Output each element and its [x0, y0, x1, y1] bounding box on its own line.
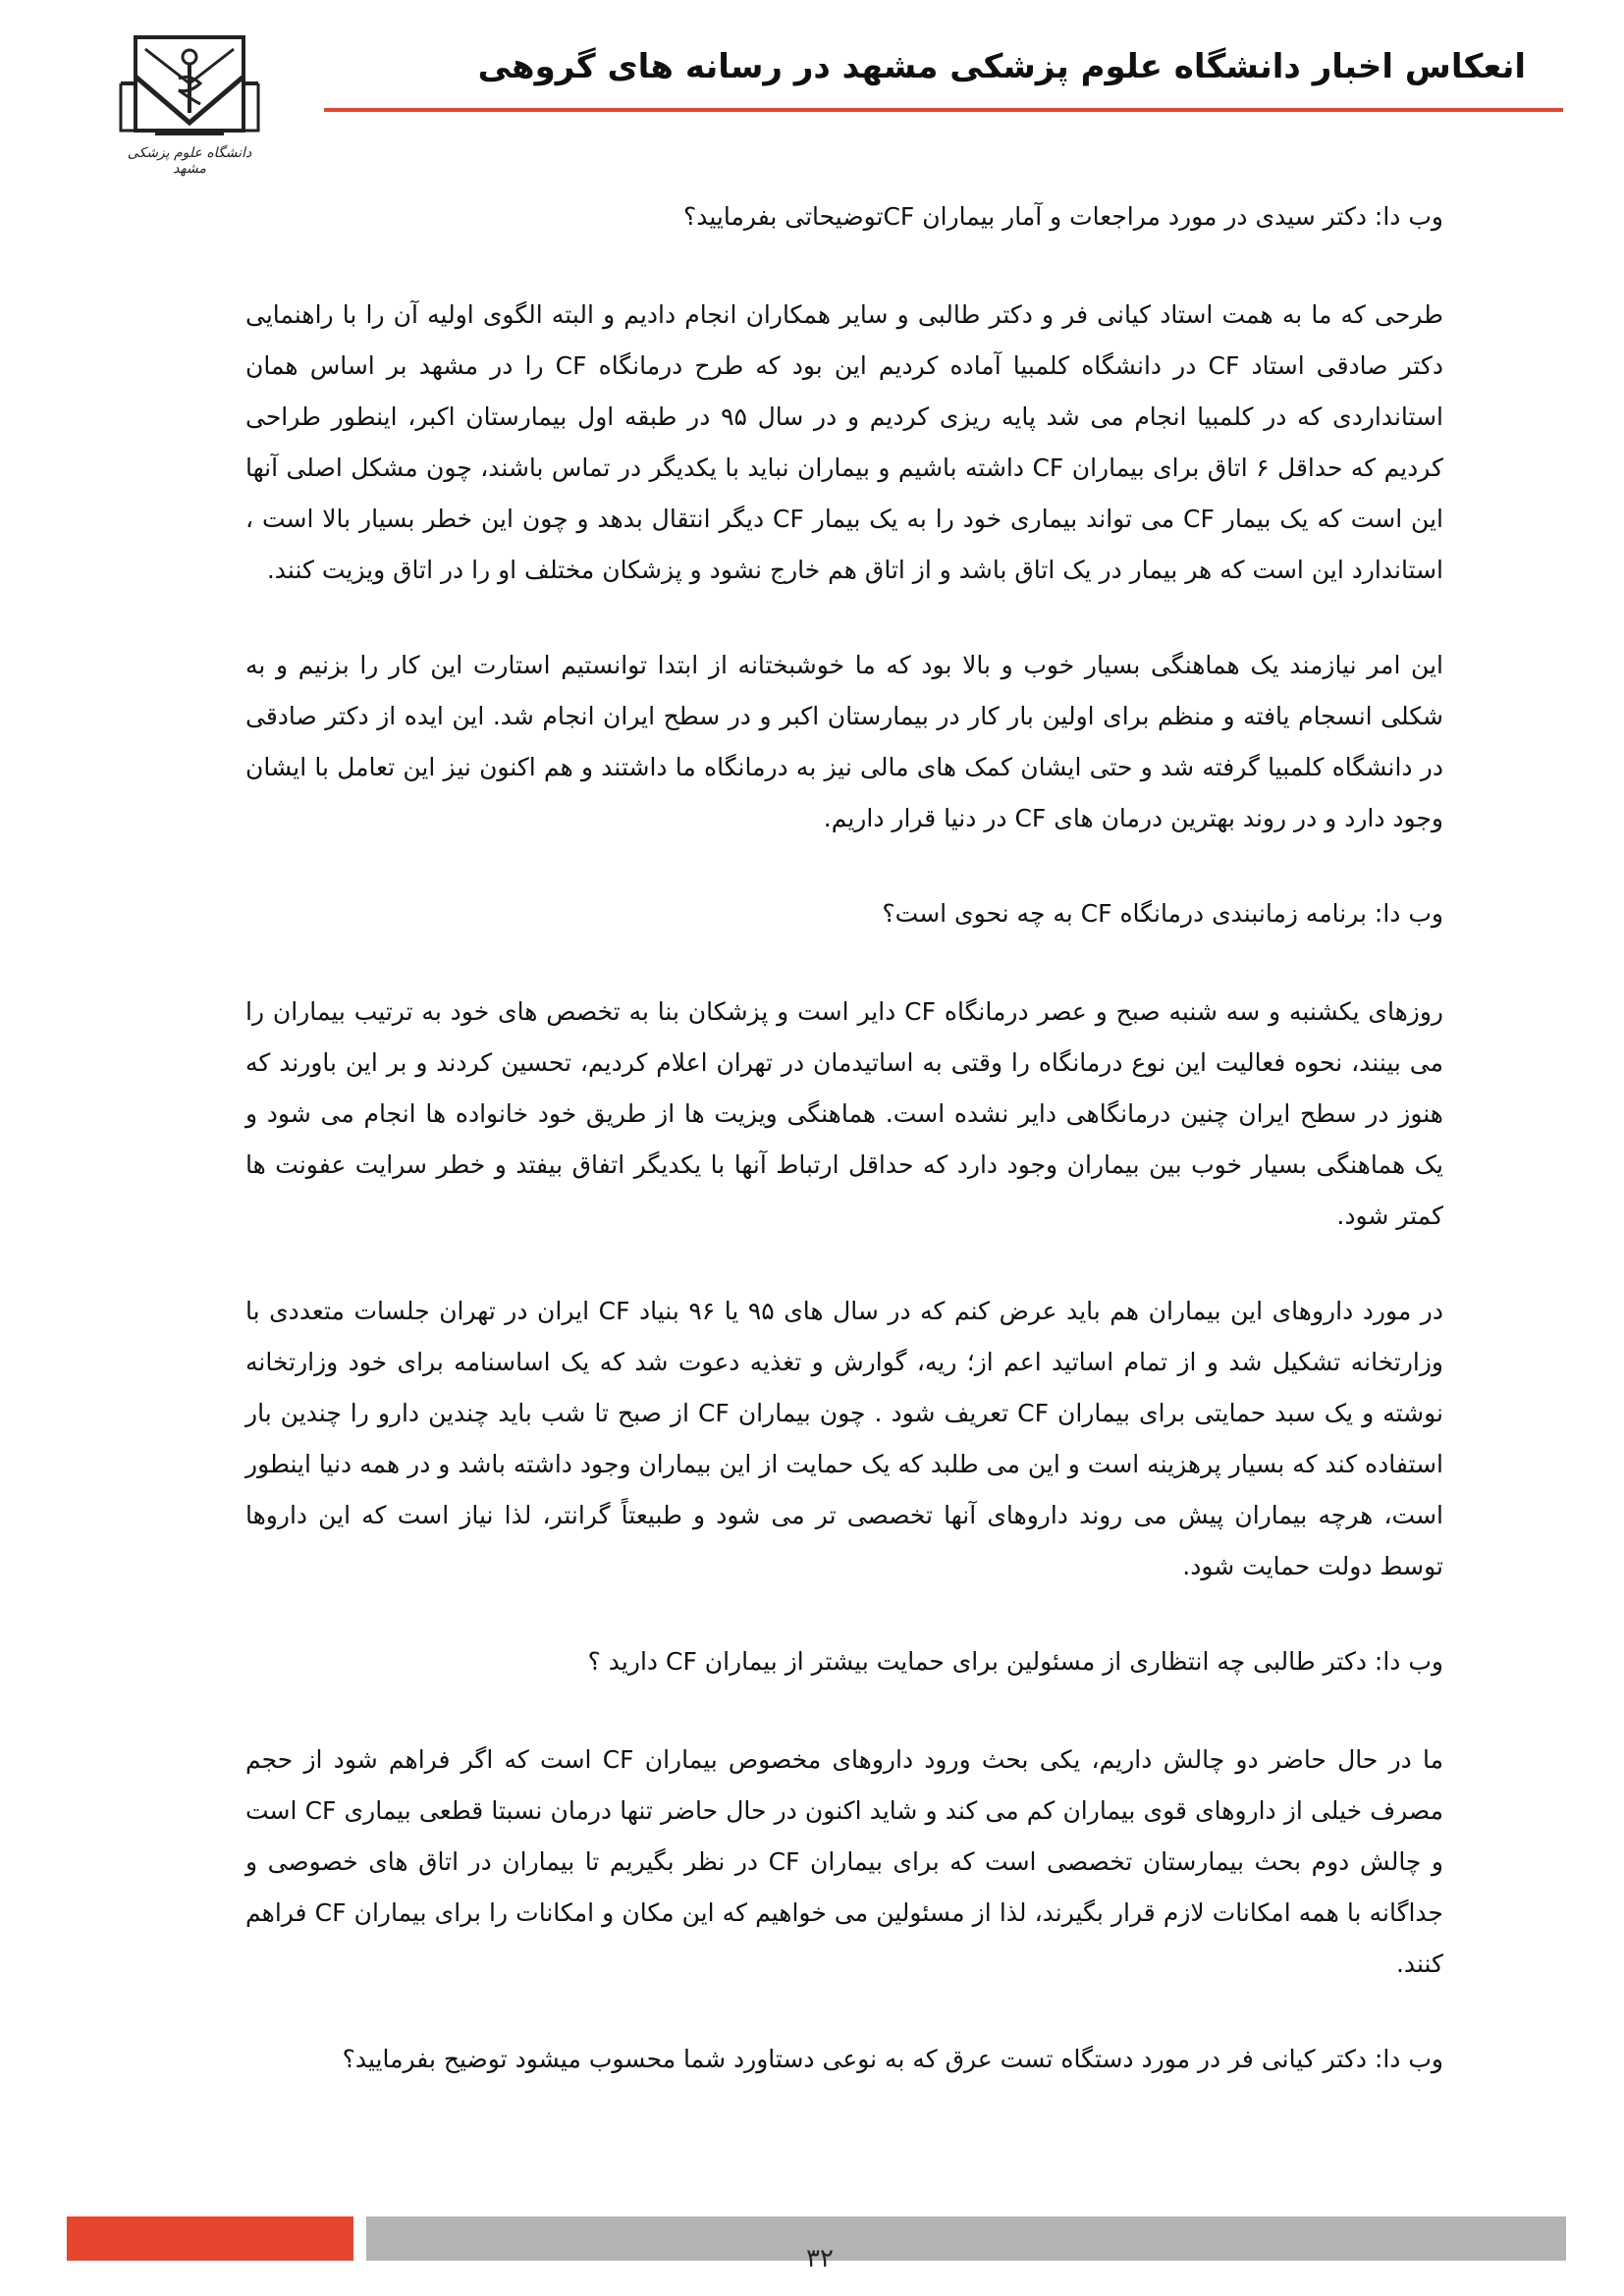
- interview-question: وب دا: برنامه زمانبندی درمانگاه CF به چه نحوی است؟: [882, 899, 1443, 928]
- interview-question: وب دا: دکتر طالبی چه انتظاری از مسئولین برای حمایت بیشتر از بیماران CF دارید ؟: [587, 1647, 1443, 1676]
- interview-question: وب دا: دکتر سیدی در مورد مراجعات و آمار بیماران CFتوضیحاتی بفرمایید؟: [683, 202, 1443, 231]
- interview-answer: طرحی که ما به همت استاد کیانی فر و دکتر طالبی و سایر همکاران انجام دادیم و البته الگوی اولیه آن را با راهنمایی دکتر صادقی استاد CF در دانشگاه کلمبیا آماده کردیم این بود که طرح درمانگاه CF را در مشهد بر اساس همان استانداردی که در کلمبیا انجام می شد پایه ریزی کردیم و در سال ۹۵ در طبقه اول بیمارستان اکبر، اینطور طراحی کردیم که حداقل ۶ اتاق برای بیماران CF داشته باشیم و بیماران نباید با یکدیگر در تماس باشند، چون مشکل اصلی آنها این است که یک بیمار CF می تواند بیماری خود را به یک بیمار CF دیگر انتقال بدهد و چون این خطر بسیار بالا است ، استاندارد این است که هر بیمار در یک اتاق باشد و از اتاق هم خارج نشود و پزشکان مختلف او را در اتاق ویزیت کنند.: [245, 300, 1444, 584]
- footer-red-bar: [67, 2216, 353, 2261]
- logo-caption: دانشگاه علوم پزشکی مشهد: [127, 145, 252, 177]
- interview-answer: این امر نیازمند یک هماهنگی بسیار خوب و بالا بود که ما خوشبختانه از ابتدا توانستیم استارت این کار را بزنیم و به شکلی انسجام یافته و منظم برای اولین بار کار در بیمارستان اکبر و در سطح ایران انجام شد. این ایده از دکتر صادقی در دانشگاه کلمبیا گرفته شد و حتی ایشان کمک های مالی نیز به درمانگاه ما داشتند و هم اکنون نیز این تعامل با ایشان وجود دارد و در روند بهترین درمان های CF در دنیا قرار داریم.: [245, 651, 1443, 832]
- header-title: انعکاس اخبار دانشگاه علوم پزشکی مشهد در رسانه های گروهی: [477, 47, 1526, 86]
- page-number: ۳۲: [806, 2244, 834, 2273]
- footer-gray-bar: [366, 2216, 1566, 2261]
- interview-question: وب دا: دکتر کیانی فر در مورد دستگاه تست عرق که به نوعی دستاورد شما محسوب میشود توضیح بفرمایید؟: [342, 2045, 1443, 2073]
- interview-answer: روزهای یکشنبه و سه شنبه صبح و عصر درمانگاه CF دایر است و پزشکان بنا به تخصص های خود به ترتیب بیماران را می بینند، نحوه فعالیت این نوع درمانگاه را وقتی به اساتیدمان در تهران اعلام کردیم، تحسین کردند و بر این باورند که هنوز در سطح ایران چنین درمانگاهی دایر نشده است. هماهنگی ویزیت ها از طریق خود خانواده ها انجام می شود و یک هماهنگی بسیار خوب بین بیماران وجود دارد که حداقل ارتباط آنها با یکدیگر اتفاق بیفتد و خطر سرایت عفونت ها کمتر شود.: [245, 997, 1443, 1230]
- article-body: [245, 191, 1443, 2132]
- interview-answer: ما در حال حاضر دو چالش داریم، یکی بحث ورود داروهای مخصوص بیماران CF است که اگر فراهم شود از حجم مصرف خیلی از داروهای قوی بیماران کم می کند و شاید اکنون در حال حاضر تنها درمان نسبتا قطعی بیماری CF است و چالش دوم بحث بیمارستان تخصصی است که برای بیماران CF در نظر بگیریم تا بیماران در اتاق های خصوصی و جداگانه با همه امکانات لازم قرار بگیرند، لذا از مسئولین می خواهیم که این مکان و امکانات را برای بیماران CF فراهم کنند.: [245, 1745, 1443, 1978]
- interview-answer: در مورد داروهای این بیماران هم باید عرض کنم که در سال های ۹۵ یا ۹۶ بنیاد CF ایران در تهران جلسات متعددی با وزارتخانه تشکیل شد و از تمام اساتید اعم از؛ ریه، گوارش و تغذیه دعوت شد که یک اساسنامه برای خود وزارتخانه نوشته و یک سبد حمایتی برای بیماران CF تعریف شود . چون بیماران CF از صبح تا شب باید چندین دارو را چندین بار استفاده کند که بسیار پرهزینه است و این می طلبد که یک حمایت از این بیماران وجود داشته باشد و در همه دنیا اینطور است، هرچه بیماران پیش می روند داروهای آنها تخصصی تر می شود و طبیعتاً گرانتر، لذا نیاز است که این داروها توسط دولت حمایت شود.: [245, 1297, 1444, 1580]
- header-divider: [324, 108, 1563, 112]
- university-logo: [116, 29, 263, 177]
